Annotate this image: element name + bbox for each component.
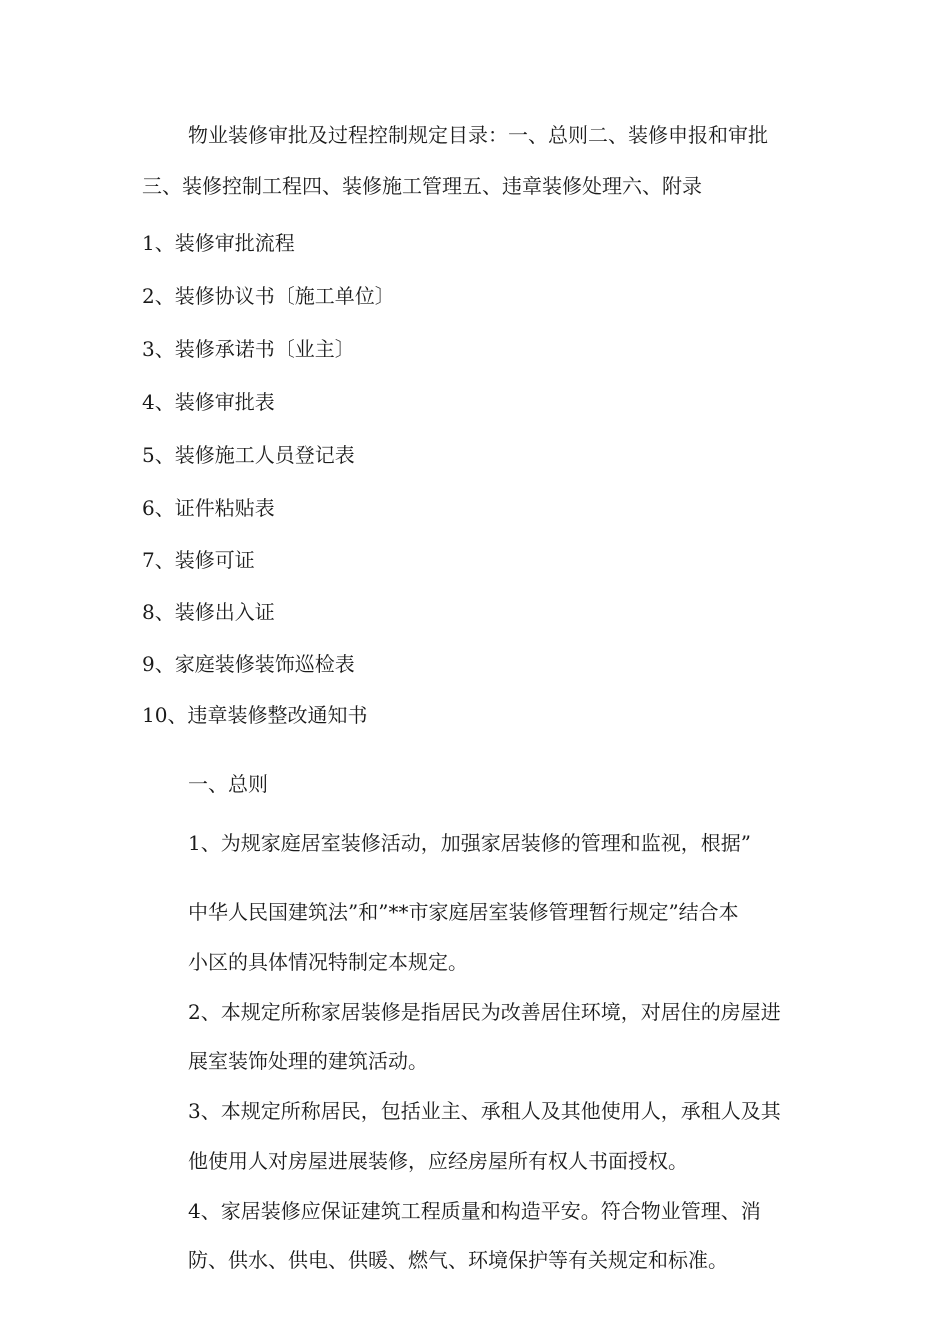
appendix-item: 7、装修可证 [142,548,255,572]
paragraph-line: 3、本规定所称居民，包括业主、承租人及其他使用人，承租人及其 [188,1099,781,1123]
paragraph-line: 2、本规定所称家居装修是指居民为改善居住环境，对居住的房屋进 [188,1000,781,1024]
paragraph-line: 展室装饰处理的建筑活动。 [188,1049,428,1073]
appendix-item: 10、违章装修整改通知书 [142,703,368,727]
appendix-item: 9、家庭装修装饰巡检表 [142,652,355,676]
paragraph-line: 1、为规家庭居室装修活动，加强家居装修的管理和监视，根据” [188,831,751,855]
appendix-item: 8、装修出入证 [142,600,275,624]
appendix-item: 5、装修施工人员登记表 [142,443,355,467]
toc-intro-line1: 物业装修审批及过程控制规定目录：一、总则二、装修申报和审批 [188,123,768,147]
paragraph-line: 中华人民国建筑法”和”**市家庭居室装修管理暂行规定”结合本 [188,900,739,924]
paragraph-line: 小区的具体情况特制定本规定。 [188,950,468,974]
appendix-item: 4、装修审批表 [142,390,275,414]
toc-intro-line2: 三、装修控制工程四、装修施工管理五、违章装修处理六、附录 [142,174,702,198]
paragraph-line: 4、家居装修应保证建筑工程质量和构造平安。符合物业管理、消 [188,1199,761,1223]
appendix-item: 1、装修审批流程 [142,231,295,255]
paragraph-line: 防、供水、供电、供暖、燃气、环境保护等有关规定和标准。 [188,1248,728,1272]
paragraph-line: 他使用人对房屋进展装修，应经房屋所有权人书面授权。 [188,1149,688,1173]
section-heading: 一、总则 [188,772,268,796]
appendix-item: 2、装修协议书〔施工单位〕 [142,284,395,308]
appendix-item: 6、证件粘贴表 [142,496,275,520]
appendix-item: 3、装修承诺书〔业主〕 [142,337,355,361]
